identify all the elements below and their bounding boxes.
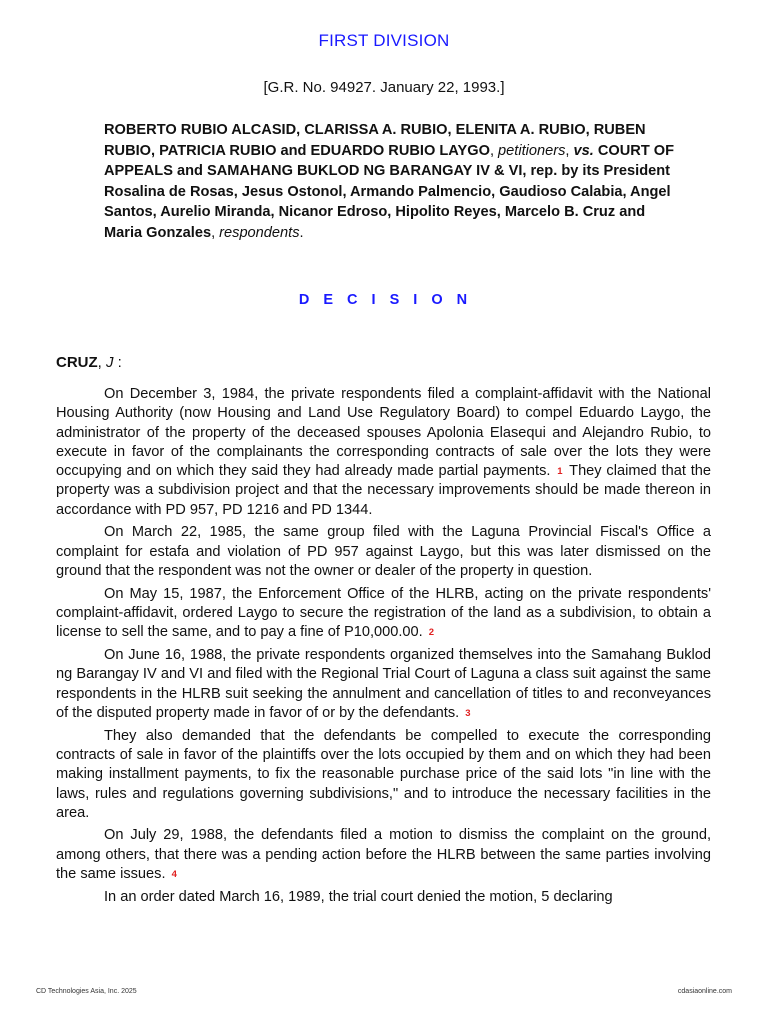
paragraph-7: In an order dated March 16, 1989, the trial court denied the motion, 5 declaring bbox=[104, 888, 613, 905]
case-parties: ROBERTO RUBIO ALCASID, CLARISSA A. RUBIO, ELENITA A. RUBIO, RUBEN RUBIO, PATRICIA RUBIO and EDUARDO RUBIO LAYGO, petitioners, vs. COURT OF APPEALS and SAMAHANG BUKLOD NG BARANGAY IV & VI, rep. by its President Rosalina de Rosas, Jesus Ostonol, Armando Palmencio, Gaudioso Calabia, Angel Santos, Aurelio Miranda, Nicanor Edroso, Hipolito Reyes, Marcelo B. Cruz and Maria Gonzales, respondents. bbox=[104, 122, 675, 241]
ponente: CRUZ, J : bbox=[56, 354, 122, 371]
respondents-label: respondents bbox=[219, 224, 300, 241]
footnote-link-4[interactable]: 4 bbox=[171, 869, 177, 881]
paragraph-6 bbox=[56, 826, 711, 884]
decision-body bbox=[56, 385, 711, 910]
paragraph-1-text-a: On December 3, 1984, the private respondents filed a complaint-affidavit with the National Housing Authority (now Housing and Land Use Regulatory Board) to compel Eduardo Laygo, the administrator of the property of the deceased spouses Apolonia Elasequi and Alejandro Rubio, to execute in favor of the complainants the corresponding contracts of sale over the lots they were occupying and on which they said they had already made partial payments. bbox=[56, 386, 711, 480]
division-heading: FIRST DIVISION bbox=[318, 31, 450, 50]
decision-title: D E C I S I O N bbox=[298, 292, 473, 308]
paragraph-5: They also demanded that the defendants be compelled to execute the corresponding contracts of sale in favor of the plaintiffs over the lots occupied by them and on which they had been making installment payments, to fix the reasonable purchase price of the said lots "in line with the laws, rules and regulations governing subdivisions," and to introduce the necessary facilities in the area. bbox=[56, 727, 711, 821]
ponente-title: J bbox=[106, 354, 114, 371]
versus-label: vs. bbox=[573, 142, 594, 159]
ponente-name: CRUZ bbox=[56, 354, 98, 371]
petitioners-names: ROBERTO RUBIO ALCASID, CLARISSA A. RUBIO, ELENITA A. RUBIO, RUBEN RUBIO, PATRICIA RUBIO and EDUARDO RUBIO LAYGO bbox=[104, 122, 646, 159]
footer-site: cdasiaonline.com bbox=[677, 988, 732, 995]
paragraph-2: On March 22, 1985, the same group filed with the Laguna Provincial Fiscal's Office a complaint for estafa and violation of PD 957 against Laygo, but this was later dismissed on the ground that the respondent was not the owner or dealer of the property in question. bbox=[56, 524, 711, 580]
paragraph-4-text: On June 16, 1988, the private respondents organized themselves into the Samahang Buklod ng Barangay IV and VI and filed with the Regional Trial Court of Laguna a class suit against the same respondents in the HLRB suit seeking the annulment and cancellation of titles to and reconveyances of the disputed property made in favor of or by the defendants. bbox=[56, 647, 711, 721]
footnote-link-1[interactable]: 1 bbox=[557, 466, 563, 478]
paragraph-3 bbox=[56, 585, 711, 643]
paragraph-6-text: On July 29, 1988, the defendants filed a motion to dismiss the complaint on the ground, among others, that there was a pending action before the HLRB between the same parties involving the same issues. bbox=[56, 827, 711, 883]
footnote-link-2[interactable]: 2 bbox=[428, 627, 435, 639]
footnote-link-3[interactable]: 3 bbox=[465, 707, 471, 719]
petitioners-label: petitioners bbox=[498, 142, 566, 159]
respondents-names: COURT OF APPEALS and SAMAHANG BUKLOD NG BARANGAY IV & VI, rep. by its President Rosalina de Rosas, Jesus Ostonol, Armando Palmencio, Gaudioso Calabia, Angel Santos, Aurelio Miranda, Nicanor Edroso, Hipolito Reyes, Marcelo B. Cruz and Maria Gonzales bbox=[104, 142, 675, 241]
paragraph-3-text: On May 15, 1987, the Enforcement Office of the HLRB, acting on the private respondents' complaint-affidavit, ordered Laygo to secure the registration of the land as a subdivision, to obtain a license to sell the same, and to pay a fine of P10,000.00. bbox=[56, 585, 711, 641]
footer-copyright: CD Technologies Asia, Inc. 2025 bbox=[36, 988, 137, 995]
paragraph-4 bbox=[56, 646, 711, 723]
paragraph-1-text-b: They claimed that the property was a subdivision project and that the necessary improvements should be made thereon in accordance with PD 957, PD 1216 and PD 1344. bbox=[56, 463, 711, 518]
paragraph-1 bbox=[56, 385, 711, 520]
case-number: [G.R. No. 94927. January 22, 1993.] bbox=[263, 79, 505, 96]
